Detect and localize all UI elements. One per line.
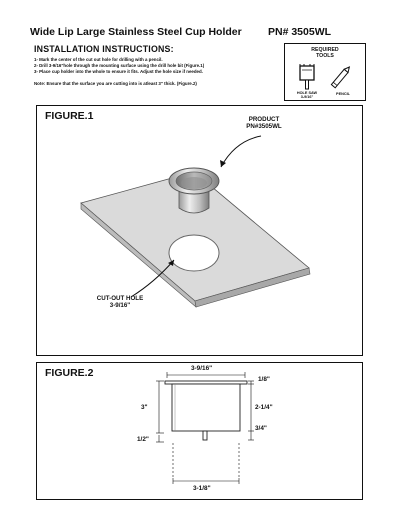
- figure-1-panel: [36, 105, 363, 356]
- figure-1-drawing: [37, 106, 364, 357]
- pencil-label: PENCIL: [336, 92, 350, 96]
- top-width-dimension: 3-9/16": [191, 365, 213, 372]
- figure-2-title: FIGURE.2: [45, 367, 94, 379]
- cut-out-hole: [169, 235, 219, 271]
- figure-2-panel: [36, 362, 363, 500]
- lip-dimension: 1/8": [258, 376, 270, 383]
- instruction-step: 2- Drill 3-9/16"hole through the mounting surface using the drill hole bit (Figure.1): [34, 63, 205, 69]
- instructions-heading: INSTALLATION INSTRUCTIONS:: [34, 44, 174, 54]
- product-title: Wide Lip Large Stainless Steel Cup Holder: [30, 26, 242, 38]
- body-height-dimension: 2-1/4": [255, 404, 273, 411]
- instruction-step: 3- Place cup holder into the whole to ensure it fits. Adjust the hole size if needed.: [34, 69, 203, 75]
- figure-2-drawing: [37, 363, 364, 501]
- product-label: PRODUCT PN#3505WL: [246, 116, 282, 131]
- required-tools-box: [284, 43, 366, 101]
- hole-saw-label: HOLE SAW 3-9/16": [296, 91, 318, 100]
- total-height-dimension: 3": [141, 404, 148, 411]
- instruction-step: 1- Mark the center of the cut out hole for drilling with a pencil.: [34, 57, 163, 62]
- drain-dimension: 1/2": [137, 436, 149, 443]
- thickness-note: Note: Ensure that the surface you are cutting into is atleast 3" thick. (Figure.2): [34, 81, 197, 86]
- product-callout-arrow: [220, 136, 261, 167]
- cutout-hole-label: CUT-OUT HOLE 3-9/16": [96, 295, 144, 310]
- required-tools-title: REQUIRED TOOLS: [311, 47, 339, 59]
- instructions-steps: [34, 57, 204, 76]
- part-number: PN# 3505WL: [268, 26, 332, 38]
- cup-holder-side-view: [165, 381, 247, 440]
- hole-saw-icon: [300, 64, 314, 89]
- pencil-icon: [331, 65, 351, 87]
- figure-1-title: FIGURE.1: [45, 110, 94, 122]
- bottom-width-dimension: 3-1/8": [193, 485, 211, 492]
- drain-height-dimension: 3/4": [255, 425, 267, 432]
